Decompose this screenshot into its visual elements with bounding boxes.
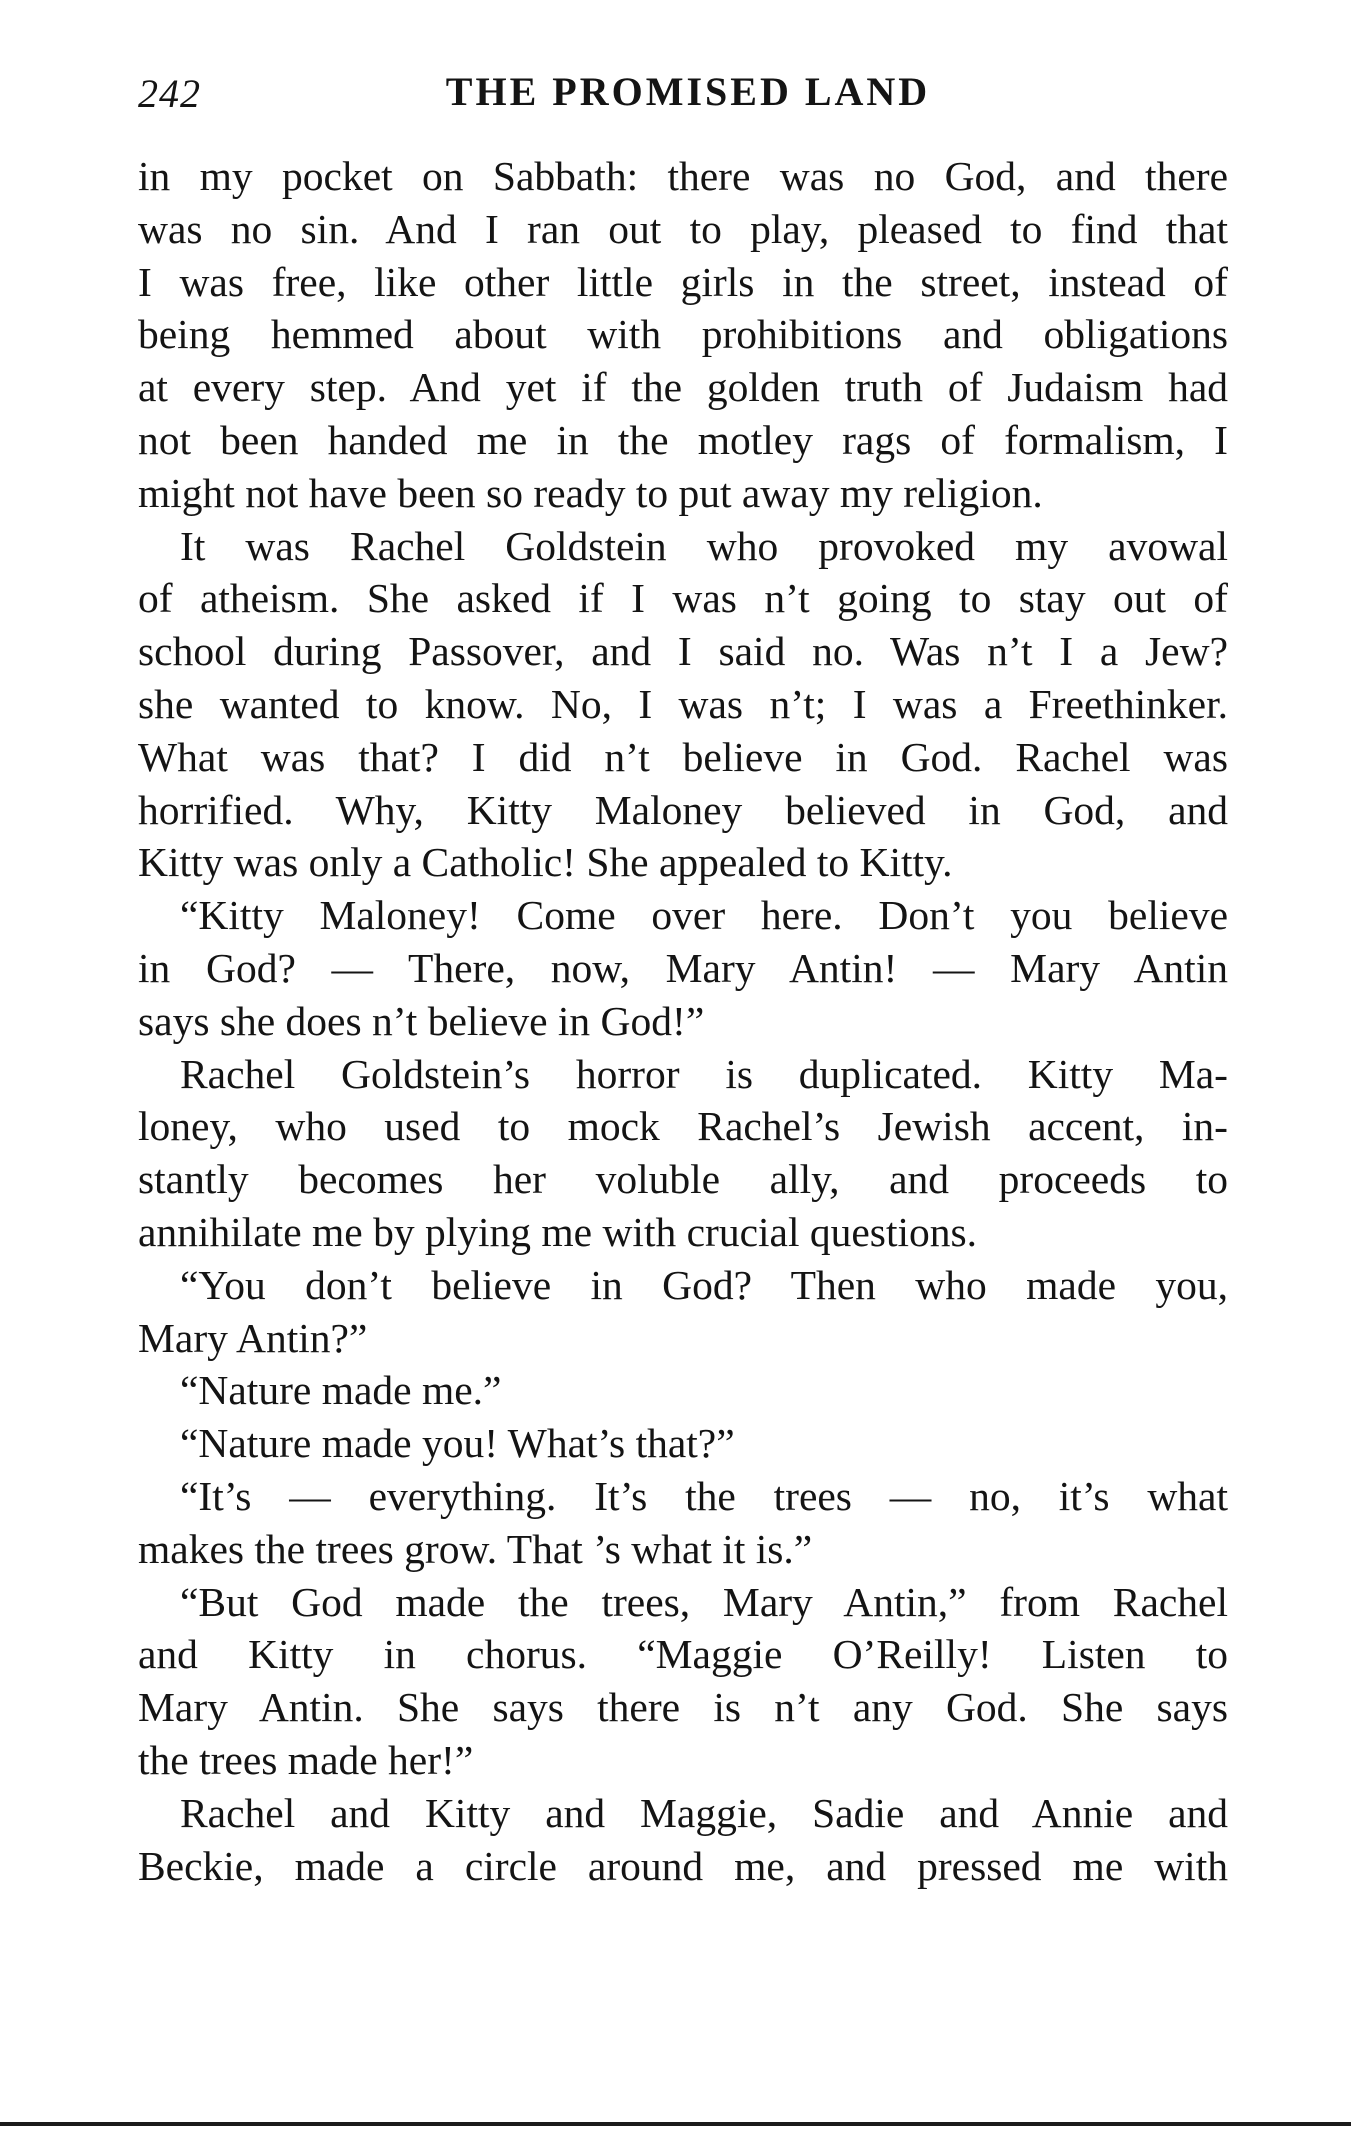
text-line: might not have been so ready to put away my religion.	[138, 469, 1043, 516]
text-line: Rachel and Kitty and Maggie, Sadie and Annie and	[180, 1789, 1228, 1836]
text-line: was no sin. And I ran out to play, pleased to find that	[138, 205, 1228, 252]
text-line: in my pocket on Sabbath: there was no God, and there	[138, 153, 1228, 199]
text-line: loney, who used to mock Rachel’s Jewish accent, in-	[138, 1103, 1228, 1150]
text-line: Mary Antin?”	[138, 1314, 368, 1361]
text-line: says she does n’t believe in God!”	[138, 997, 705, 1044]
text-line: “Nature made you! What’s that?”	[180, 1420, 735, 1467]
text-line: at every step. And yet if the golden truth of Judaism had	[138, 364, 1228, 411]
text-line: Kitty was only a Catholic! She appealed to Kitty.	[138, 839, 953, 886]
text-line: of atheism. She asked if I was n’t going to stay out of	[138, 575, 1228, 622]
text-line: “You don’t believe in God? Then who made you,	[180, 1261, 1228, 1308]
text-line: It was Rachel Goldstein who provoked my avowal	[180, 522, 1228, 569]
body-text	[138, 150, 1228, 1892]
text-line: and Kitty in chorus. “Maggie O’Reilly! Listen to	[138, 1631, 1228, 1678]
text-line: she wanted to know. No, I was n’t; I was a Freethinker.	[138, 680, 1228, 727]
text-line: stantly becomes her voluble ally, and proceeds to	[138, 1156, 1228, 1203]
text-line: in God? — There, now, Mary Antin! — Mary Antin	[138, 944, 1228, 991]
text-line: I was free, like other little girls in the street, instead of	[138, 258, 1228, 305]
text-line: “It’s — everything. It’s the trees — no, it’s what	[180, 1472, 1228, 1519]
text-line: What was that? I did n’t believe in God. Rachel was	[138, 733, 1228, 780]
text-line: “But God made the trees, Mary Antin,” from Rachel	[180, 1578, 1228, 1625]
text-line: “Kitty Maloney! Come over here. Don’t you believe	[180, 892, 1228, 939]
text-line: not been handed me in the motley rags of formalism, I	[138, 416, 1228, 463]
text-line: horrified. Why, Kitty Maloney believed in God, and	[138, 786, 1228, 833]
running-title: THE PROMISED LAND	[445, 69, 931, 114]
text-line: the trees made her!”	[138, 1736, 474, 1783]
text-line: Mary Antin. She says there is n’t any God. She says	[138, 1684, 1228, 1731]
text-line: Rachel Goldstein’s horror is duplicated. Kitty Ma-	[180, 1050, 1228, 1097]
text-line: school during Passover, and I said no. Was n’t I a Jew?	[138, 628, 1228, 675]
text-line: makes the trees grow. That ’s what it is.”	[138, 1525, 813, 1572]
text-line: “Nature made me.”	[180, 1367, 502, 1414]
text-line: Beckie, made a circle around me, and pressed me with	[138, 1842, 1228, 1889]
bottom-rule	[0, 2122, 1351, 2126]
page-number: 242	[138, 71, 201, 116]
text-line: being hemmed about with prohibitions and obligations	[138, 311, 1228, 358]
text-line: annihilate me by plying me with crucial questions.	[138, 1208, 978, 1255]
page-header	[138, 64, 1218, 124]
